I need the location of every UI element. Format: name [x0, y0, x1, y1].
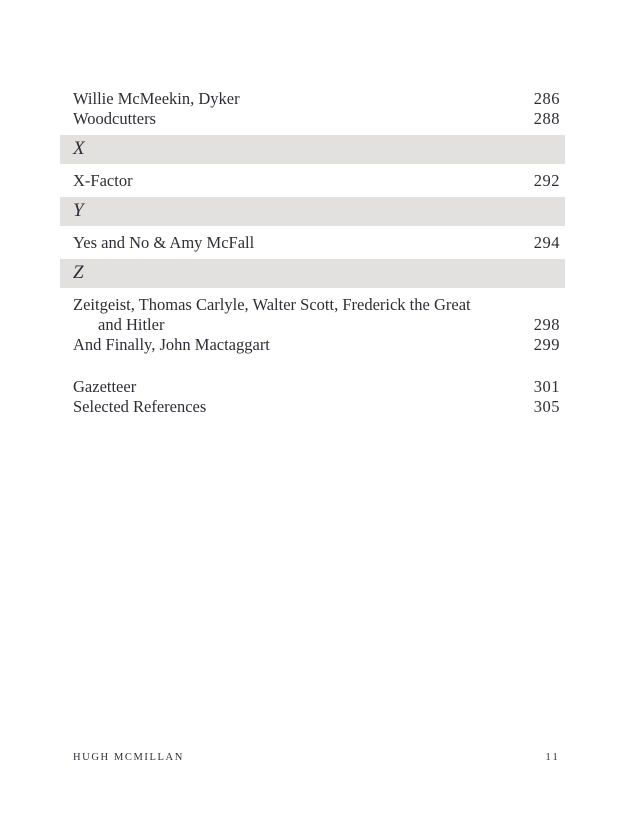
- toc-entry-row: [60, 89, 565, 109]
- toc-entry-row: [60, 335, 565, 355]
- toc-entry-row: [60, 233, 565, 253]
- entry-title: Woodcutters: [73, 109, 156, 128]
- entry-title: Willie McMeekin, Dyker: [73, 89, 240, 108]
- toc-entry-row: [60, 397, 565, 417]
- entry-page-number: 299: [533, 335, 560, 354]
- entry-page-number: 286: [533, 89, 560, 108]
- entry-title: Yes and No & Amy McFall: [73, 233, 255, 252]
- toc-entry-row: [60, 171, 565, 191]
- toc-entry-row: [60, 295, 565, 315]
- section-bar: [60, 259, 565, 288]
- section-letter: Z: [73, 262, 84, 283]
- entry-title: Gazetteer: [73, 377, 137, 396]
- toc-entry-row: [60, 109, 565, 129]
- toc-entry-row: [60, 315, 565, 335]
- entry-page-number: 292: [533, 171, 560, 190]
- entry-page-number: 294: [533, 233, 560, 252]
- toc-gap: [60, 355, 565, 377]
- page-number: 11: [545, 752, 560, 763]
- entry-page-number: 301: [533, 377, 560, 396]
- entry-title-continuation: and Hitler: [98, 315, 165, 334]
- entry-title: Zeitgeist, Thomas Carlyle, Walter Scott, Frederick the Great: [73, 295, 471, 314]
- toc-entry-row: [60, 377, 565, 397]
- entry-page-number: 298: [533, 315, 560, 334]
- entry-title: Selected References: [73, 397, 207, 416]
- entry-title: And Finally, John Mactaggart: [73, 335, 270, 354]
- running-footer-author: HUGH MCMILLAN: [73, 752, 184, 763]
- section-bar: [60, 135, 565, 164]
- section-letter: Y: [73, 200, 84, 221]
- section-letter: X: [73, 138, 85, 159]
- entry-title: X-Factor: [73, 171, 133, 190]
- section-bar: [60, 197, 565, 226]
- entry-page-number: 288: [533, 109, 560, 128]
- entry-page-number: 305: [533, 397, 560, 416]
- page-footer: [73, 752, 560, 763]
- index-contents-list: [60, 89, 565, 417]
